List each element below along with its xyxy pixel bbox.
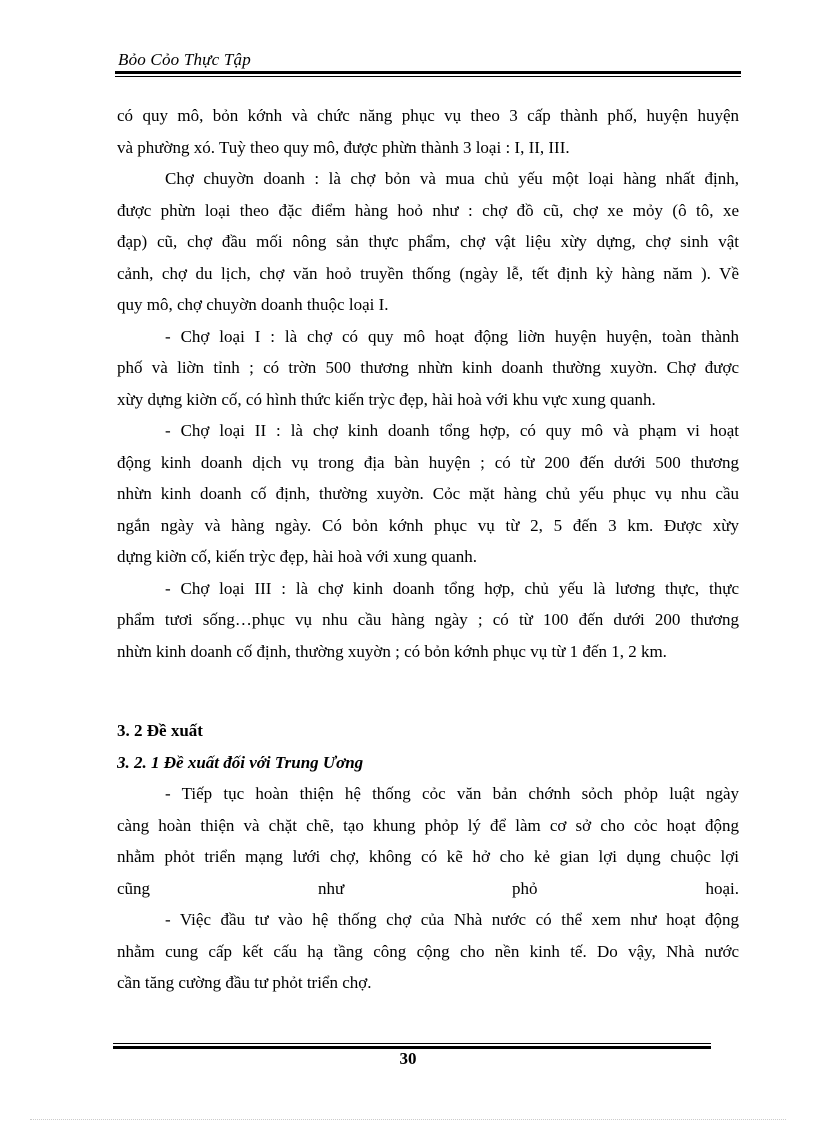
text-line: nhừn kinh doanh cố định, thường xuyờn ; có bỏn kớnh phục vụ từ 1 đến 1, 2 km.: [117, 641, 667, 661]
text-line: phẩm tươi sống…phục vụ nhu cầu hàng ngày ; có từ 100 đến dưới 200 thương: [117, 610, 739, 629]
text-line: càng hoàn thiện và chặt chẽ, tạo khung phỏp lý để làm cơ sở cho cỏc hoạt động: [117, 815, 739, 835]
text-line: phố và liờn tỉnh ; có trờn 500 thương nhừn kinh doanh thường xuyờn. Chợ được: [117, 358, 739, 377]
paragraph: [117, 415, 739, 573]
paragraph: [117, 904, 739, 999]
text-line: dựng kiờn cố, kiến trỳc đẹp, hài hoà với xung quanh.: [117, 547, 478, 566]
word: hoại.: [705, 878, 739, 898]
word: phỏ: [512, 878, 538, 898]
text-line: - Chợ loại III : là chợ kinh doanh tổng hợp, chủ yếu là lương thực, thực: [165, 578, 739, 598]
running-header: Bỏo Cỏo Thực Tập: [118, 50, 251, 69]
header-rule-thick: [115, 71, 741, 74]
text-line: đạp) cũ, chợ đầu mối nông sản thực phẩm, chợ vật liệu xừy dựng, chợ sinh vật: [117, 232, 739, 251]
word: cũng: [117, 878, 151, 898]
spread-line: [117, 873, 739, 905]
paragraph: [117, 573, 739, 668]
text-line: và phường xó. Tuỳ theo quy mô, được phừn thành 3 loại : I, II, III.: [117, 137, 570, 157]
text-line: nhằm cung cấp kết cấu hạ tầng công cộng cho nền kinh tế. Do vậy, Nhà nước: [117, 941, 739, 961]
text-line: cảnh, chợ du lịch, chợ văn hoỏ truyền thống (ngày lễ, tết định kỳ hàng năm ). Về: [117, 263, 739, 283]
paragraph: [117, 778, 739, 904]
body-bottom: [117, 715, 739, 999]
text-line: cần tăng cường đầu tư phỏt triển chợ.: [117, 973, 372, 992]
text-line: được phừn loại theo đặc điểm hàng hoỏ như : chợ đồ cũ, chợ xe mỏy (ô tô, xe: [117, 200, 739, 220]
body-top: [117, 100, 739, 667]
page-number: 30: [399, 1049, 417, 1068]
text-line: xừy dựng kiờn cố, có hình thức kiến trỳc đẹp, hài hoà với khu vực xung quanh.: [117, 389, 656, 409]
text-line: động kinh doanh dịch vụ trong địa bàn huyện ; có từ 200 đến dưới 500 thương: [117, 452, 739, 472]
paragraph: [117, 163, 739, 321]
page-edge-divider: [30, 1119, 786, 1120]
text-line: ngắn ngày và hàng ngày. Có bỏn kớnh phục vụ từ 2, 5 đến 3 km. Được xừy: [117, 515, 739, 535]
subsection-heading: 3. 2. 1 Đề xuất đối với Trung Ương: [117, 752, 364, 772]
paragraph: [117, 100, 739, 163]
text-line: - Chợ loại I : là chợ có quy mô hoạt động liờn huyện huyện, toàn thành: [165, 326, 739, 346]
text-line: Chợ chuyờn doanh : là chợ bỏn và mua chủ yếu một loại hàng nhất định,: [165, 169, 739, 188]
text-line: nhằm phỏt triển mạng lưới chợ, không có kẽ hở cho kẻ gian lợi dụng chuộc lợi: [117, 847, 739, 866]
text-line: có quy mô, bỏn kớnh và chức năng phục vụ theo 3 cấp thành phố, huyện huyện: [117, 106, 739, 125]
text-line: quy mô, chợ chuyờn doanh thuộc loại I.: [117, 295, 389, 314]
header-rule-thin: [115, 76, 741, 77]
text-line: - Chợ loại II : là chợ kinh doanh tổng hợp, có quy mô và phạm vi hoạt: [165, 421, 739, 440]
text-line: - Tiếp tục hoàn thiện hệ thống cỏc văn bản chớnh sỏch phỏp luật ngày: [165, 784, 739, 803]
paragraph: [117, 321, 739, 416]
section-heading: 3. 2 Đề xuất: [117, 721, 203, 740]
text-line: nhừn kinh doanh cố định, thường xuyờn. Cỏc mặt hàng chủ yếu phục vụ nhu cầu: [117, 484, 739, 503]
footer-rule-thin: [113, 1043, 711, 1044]
word: như: [317, 878, 345, 898]
text-line: - Việc đầu tư vào hệ thống chợ của Nhà nước có thể xem như hoạt động: [165, 910, 739, 929]
